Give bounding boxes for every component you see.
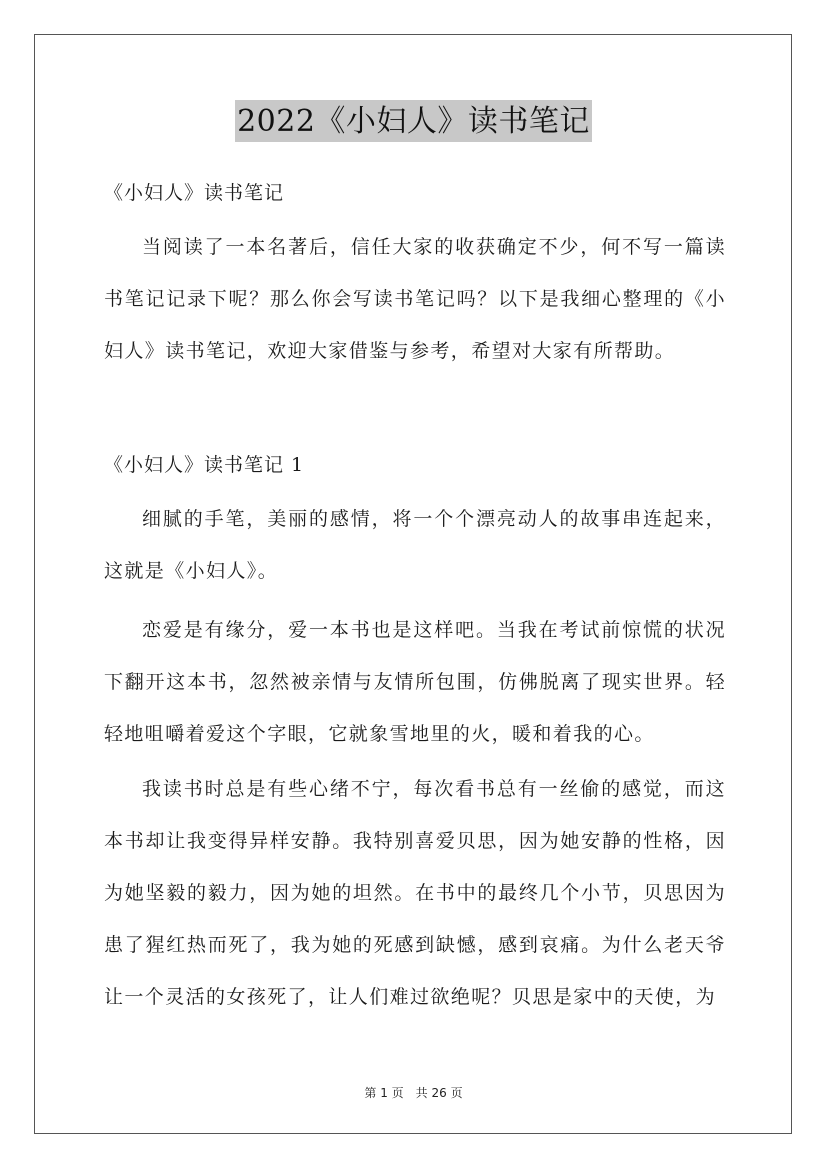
body-paragraph-1: 细腻的手笔，美丽的感情，将一个个漂亮动人的故事串连起来，这就是《小妇人》。 bbox=[104, 508, 726, 582]
body-paragraph-3: 我读书时总是有些心绪不宁，每次看书总有一丝偷的感觉，而这本书却让我变得异样安静。我特别喜爱贝思，因为她安静的性格，因为她坚毅的毅力，因为她的坦然。在书中的最终几个小节，贝思因为患了猩红热而死了，我为她的死感到缺憾，感到哀痛。为什么老天爷让一个灵活的女孩死了，让人们难过欲绝呢？贝思是家中的天使，为 bbox=[104, 778, 726, 1008]
document-title[interactable]: 2022《小妇人》读书笔记 bbox=[235, 100, 592, 142]
title-container bbox=[0, 100, 827, 142]
section-heading-note-1: 《小妇人》读书笔记 1 bbox=[104, 454, 305, 476]
body-paragraph-2: 恋爱是有缘分，爱一本书也是这样吧。当我在考试前惊慌的状况下翻开这本书，忽然被亲情与友情所包围，仿佛脱离了现实世界。轻轻地咀嚼着爱这个字眼，它就象雪地里的火，暖和着我的心。 bbox=[104, 619, 726, 745]
intro-paragraph: 当阅读了一本名著后，信任大家的收获确定不少，何不写一篇读书笔记记录下呢？那么你会写读书笔记吗？以下是我细心整理的《小妇人》读书笔记，欢迎大家借鉴与参考，希望对大家有所帮助。 bbox=[104, 236, 726, 362]
section-heading-intro: 《小妇人》读书笔记 bbox=[104, 182, 285, 204]
page-number-footer: 第 1 页 共 26 页 bbox=[364, 1086, 463, 1100]
